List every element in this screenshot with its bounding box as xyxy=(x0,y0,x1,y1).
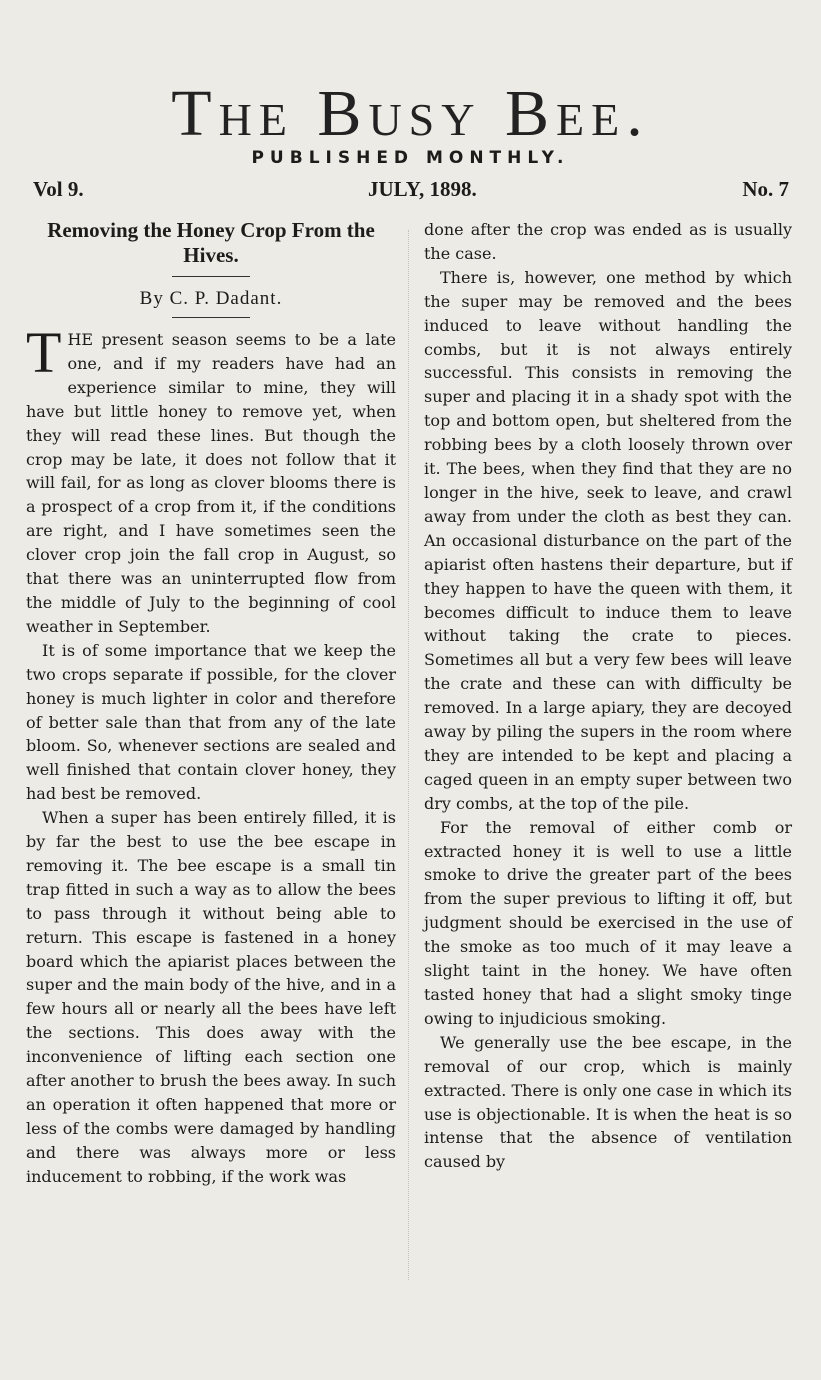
paragraph-2: It is of some importance that we keep the two crops separate if possible, for the clover honey is much lighter in color and therefore of better sale than that from any of the late bloom. So, whenever sections are sealed and well finished that contain clover honey, they had best be removed. xyxy=(26,640,396,804)
article-byline: By C. P. Dadant. xyxy=(139,288,283,309)
masthead-title: The Busy Bee. xyxy=(171,77,650,150)
article-title: Removing the Honey Crop From the Hives. xyxy=(47,218,375,267)
paragraph-4: There is, however, one method by which the super may be removed and the bees induced to leave without handling the combs, but it is not always entirely successful. This consists in removing the super and placing it in a shady spot with the top and bottom open, but sheltered from the robbing bees by a cloth loosely thrown over it. The bees, when they find that they are no longer in the hive, seek to leave, and crawl away from under the cloth as best they can. An occasional disturbance on the part of the apiarist often hastens their departure, but if they happen to have the queen with them, it becomes difficult to induce them to leave without taking the crate to pieces. Sometimes all but a very few bees will leave the crate and these can with difficulty be removed. In a large apiary, they are decoyed away by piling the supers in the room where they are intended to be kept and placing a caged queen in an empty super between two dry combs, at the top of the pile. xyxy=(424,267,792,813)
column-divider xyxy=(408,230,409,1280)
left-column-body xyxy=(26,320,396,1189)
publication-frequency: PUBLISHED MONTHLY. xyxy=(251,148,570,168)
issue-volume: Vol 9. xyxy=(33,177,84,201)
right-column xyxy=(424,218,792,1174)
left-column xyxy=(26,218,396,1189)
paragraph-6: We generally use the bee escape, in the removal of our crop, which is mainly extracted. There is only one case in which its use is objectionable. It is when the heat is so intense that the absence of ventilation caused by xyxy=(424,1032,792,1172)
paragraph-1 xyxy=(26,320,396,639)
issue-date: JULY, 1898. xyxy=(368,177,477,201)
drop-cap: T xyxy=(26,320,62,385)
right-column-body xyxy=(424,218,792,1174)
paragraph-1-text: HE present season seems to be a late one, and if my readers have had an experience similar to mine, they will have but little honey to remove yet, when they will read these lines. But though the crop may be late, it does not follow that it will fail, for as long as clover blooms there is a prospect of a crop from it, if the conditions are right, and I have sometimes seen the clover crop join the fall crop in August, so that there was an uninterrupted flow from the middle of July to the beginning of cool weather in September. xyxy=(26,330,396,636)
byline-rule xyxy=(172,317,250,318)
paragraph-5: For the removal of either comb or extracted honey it is well to use a little smoke to drive the greater part of the bees from the super previous to lifting it off, but judgment should be exercised in the use of the smoke as too much of it may leave a slight taint in the honey. We have often tasted honey that had a slight smoky tinge owing to injudicious smoking. xyxy=(424,817,792,1028)
paragraph-3: When a super has been entirely filled, it is by far the best to use the bee escape in removing it. The bee escape is a small tin trap fitted in such a way as to allow the bees to pass through it without being able to return. This escape is fastened in a honey board which the apiarist places between the super and the main body of the hive, and in a few hours all or nearly all the bees have left the sections. This does away with the inconvenience of lifting each section one after another to brush the bees away. In such an operation it often happened that more or less of the combs were damaged by handling and there was always more or less inducement to robbing, if the work was xyxy=(26,808,396,1186)
title-rule xyxy=(172,276,250,277)
issue-line xyxy=(33,177,789,203)
issue-number: No. 7 xyxy=(742,177,789,201)
paragraph-3-continued: done after the crop was ended as is usually the case. xyxy=(424,220,792,263)
